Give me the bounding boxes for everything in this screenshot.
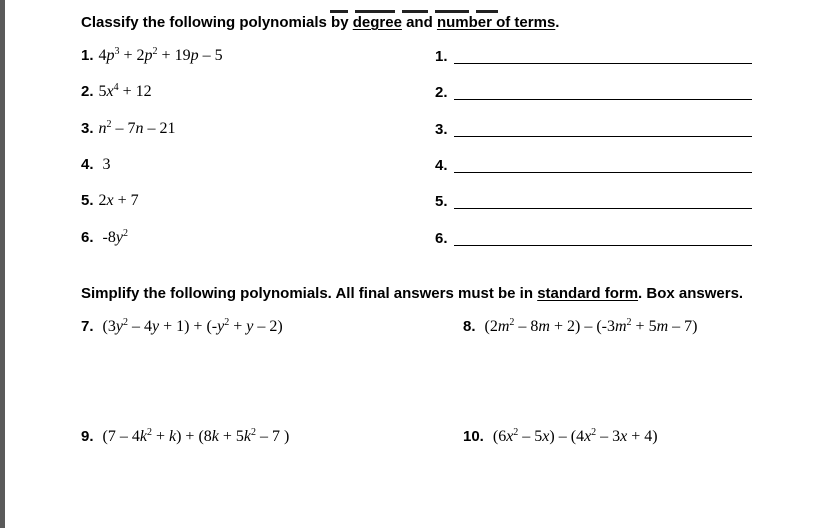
polynomial-expression [481,318,698,335]
answer-blank-4[interactable]: 4. [435,157,448,174]
variable: x [106,83,114,100]
answer-line [454,208,752,209]
variable: y [115,229,123,246]
variable: y [151,318,160,335]
variable: m [538,318,550,335]
classify-problem-2: 2. $5x^4 + 12$ [81,82,152,100]
expression-text: – 4 [127,318,152,335]
answer-line [454,245,752,246]
polynomial-expression [99,229,128,246]
variable: k [139,428,147,445]
expression-text: ) + (8 [176,428,212,445]
expression-text: + 19 [157,47,191,64]
variable: x [106,192,114,209]
variable: m [497,318,510,335]
exponent: 4 [113,82,119,93]
answer-blank-1[interactable]: 1. [435,48,448,65]
answer-line [454,136,752,137]
answer-blank-2[interactable]: 2. [435,84,448,101]
expression-text: – 3 [596,428,621,445]
classify-problem-5: 5. 2x + 7 [81,192,139,209]
expression-text: 3 [98,156,111,173]
answer-line [454,63,752,64]
classify-heading: Classify the following polynomials by degree and number of terms. [81,14,560,31]
variable: k [211,428,219,445]
expression-text: – 5 [518,428,543,445]
variable: n [135,120,144,137]
expression-text: + 2) – (-3 [549,318,615,335]
answer-blank-3[interactable]: 3. [435,121,448,138]
classify-problem-4: 4. 3 [81,156,111,173]
variable: p [106,47,115,64]
exponent: 2 [106,119,112,130]
polynomial-expression [99,318,283,335]
expression-text: 2 [98,192,107,209]
exponent: 2 [152,46,158,57]
expression-text: ) – (4 [549,428,585,445]
answer-blank-5[interactable]: 5. [435,193,448,210]
polynomial-expression [99,156,111,173]
answer-blank-6[interactable]: 6. [435,230,448,247]
expression-text: (2 [480,318,498,335]
exponent: 2 [626,317,632,328]
polynomial-expression [99,428,290,445]
expression-text: + 1) + (- [159,318,218,335]
exponent: 2 [251,427,257,438]
page-left-edge [0,0,5,528]
polynomial-expression [99,47,223,64]
expression-text: -8 [98,229,116,246]
classify-problem-3: 3. $n^2 - 7n - 21$ [81,119,176,137]
simplify-problem-8: 8. $(2m^2 - 8m + 2) - (-3m^2 + 5m - 7)$ [463,317,698,335]
exponent: 2 [509,317,515,328]
polynomial-expression [99,192,139,209]
expression-text: + 4) [627,428,658,445]
variable: x [584,428,592,445]
answer-line [454,99,752,100]
expression-text: + 5 [631,318,657,335]
variable: y [246,318,254,335]
expression-text: – 21 [143,120,176,137]
polynomial-expression [99,120,176,137]
expression-text: + 2 [119,47,145,64]
expression-text: – 5 [198,47,223,64]
exponent: 2 [513,427,519,438]
exponent: 2 [591,427,597,438]
expression-text: + [151,428,169,445]
exponent: 3 [114,46,120,57]
exponent: 2 [122,228,128,239]
expression-text: 4 [98,47,107,64]
exponent: 2 [224,317,230,328]
expression-text: – 7) [668,318,698,335]
variable: y [217,318,225,335]
expression-text: – 7 ) [256,428,290,445]
cropped-text-fragment [330,0,510,3]
variable: y [115,318,123,335]
variable: k [243,428,252,445]
polynomial-expression [489,428,658,445]
variable: x [620,428,628,445]
variable: x [542,428,550,445]
expression-text: + [229,318,247,335]
simplify-problem-7: 7. $(3y^2 - 4y + 1) + (-y^2 + y - 2)$ [81,317,283,335]
answer-line [454,172,752,173]
simplify-problem-10: 10. $(6x^2 - 5x) - (4x^2 - 3x + 4)$ [463,427,658,445]
variable: m [656,318,669,335]
expression-text: – 2) [253,318,283,335]
classify-problem-6: 6. $-8y^2$ [81,228,128,246]
expression-text: + 5 [218,428,244,445]
expression-text: + 12 [118,83,152,100]
exponent: 2 [122,317,128,328]
expression-text: – 7 [111,120,136,137]
variable: x [506,428,514,445]
variable: k [168,428,177,445]
expression-text: (6 [488,428,507,445]
classify-problem-1: 1. $4p^3 + 2p^2 + 19p - 5$ [81,46,223,64]
polynomial-expression [99,83,152,100]
expression-text: 5 [98,83,107,100]
expression-text: – 8 [514,318,539,335]
exponent: 2 [146,427,152,438]
variable: n [98,120,107,137]
variable: m [614,318,627,335]
expression-text: (3 [98,318,116,335]
expression-text: (7 – 4 [98,428,140,445]
simplify-heading: Simplify the following polynomials. All final answers must be in standard form. Box answers. [81,285,744,302]
variable: p [144,47,153,64]
simplify-problem-9: 9. $(7 - 4k^2 + k) + (8k + 5k^2 - 7$ ) [81,427,290,445]
variable: p [190,47,199,64]
expression-text: + 7 [113,192,139,209]
